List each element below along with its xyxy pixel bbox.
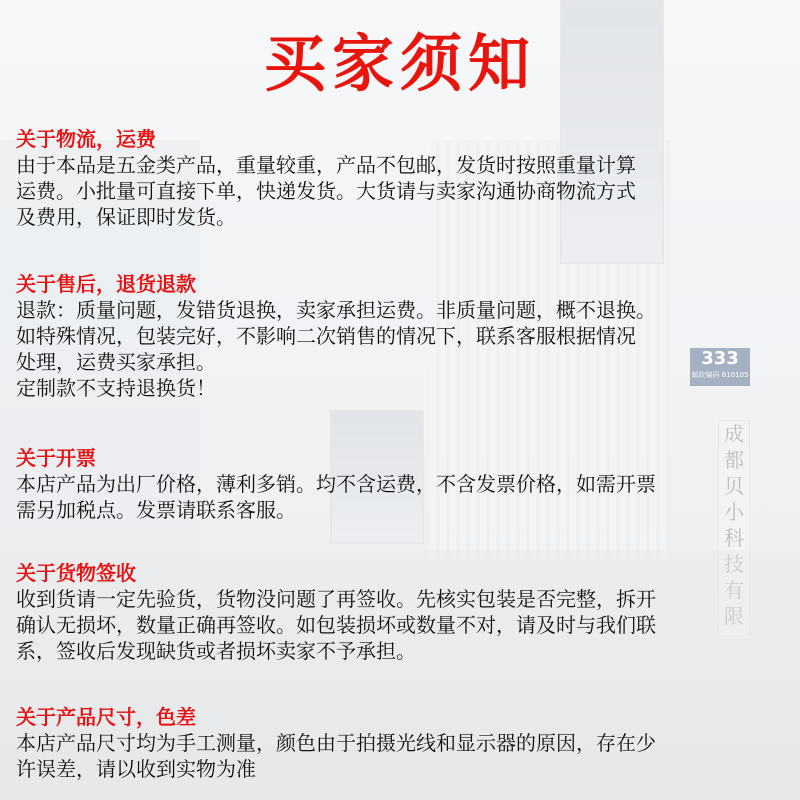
section-body: [16, 471, 786, 523]
vertical-sign-char: 贝: [724, 474, 744, 498]
section-line: 由于本品是五金类产品，重量较重，产品不包邮，发货时按照重量计算: [16, 153, 636, 177]
vertical-sign-char: 技: [724, 552, 744, 576]
section-line: 如特殊情况，包装完好，不影响二次销售的情况下，联系客服根据情况: [16, 324, 636, 348]
section-line: 本店产品为出厂价格，薄利多销。均不含运费，不含发票价格，如需开票: [16, 472, 656, 496]
section-size-color: [16, 704, 786, 782]
section-body: [16, 152, 786, 230]
vertical-sign-char: 成: [724, 422, 744, 446]
section-heading: 关于开票: [16, 446, 96, 470]
section-line: 系，签收后发现缺货或者损坏卖家不予承担。: [16, 639, 416, 663]
vertical-sign-char: 限: [724, 604, 744, 628]
section-body: [16, 297, 786, 401]
section-after-sales: [16, 271, 786, 401]
section-line: 运费。小批量可直接下单，快递发货。大货请与卖家沟通协商物流方式: [16, 179, 636, 203]
section-line: 需另加税点。发票请联系客服。: [16, 498, 296, 522]
section-heading: 关于货物签收: [16, 561, 136, 585]
section-body: [16, 730, 786, 782]
vertical-sign-char: 科: [724, 526, 744, 550]
section-line: 许误差，请以收到实物为准: [16, 757, 256, 781]
section-heading: 关于产品尺寸，色差: [16, 705, 196, 729]
address-sign-number: 333: [701, 348, 739, 369]
section-body: [16, 586, 786, 664]
section-line: 定制款不支持退换货！: [16, 376, 216, 400]
section-line: 收到货请一定先验货，货物没问题了再签收。先核实包装是否完整，拆开: [16, 587, 656, 611]
vertical-sign-char: 有: [724, 578, 744, 602]
vertical-sign-char: 小: [724, 500, 744, 524]
section-line: 处理，运费买家承担。: [16, 350, 216, 374]
vertical-sign-char: 都: [724, 448, 744, 472]
section-line: 及费用，保证即时发货。: [16, 205, 236, 229]
section-line: 退款：质量问题，发错货退换，卖家承担运费。非质量问题，概不退换。: [16, 298, 656, 322]
section-receipt: [16, 560, 786, 664]
section-invoice: [16, 445, 786, 523]
section-line: 本店产品尺寸均为手工测量，颜色由于拍摄光线和显示器的原因，存在少: [16, 731, 656, 755]
section-logistics: [16, 126, 786, 230]
section-line: 确认无损坏，数量正确再签收。如包装损坏或数量不对，请及时与我们联: [16, 613, 656, 637]
section-heading: 关于物流，运费: [16, 127, 156, 151]
address-sign-postcode: 邮政编码 610105: [691, 371, 749, 379]
page-title: 买家须知: [263, 27, 536, 100]
section-heading: 关于售后，退货退款: [16, 272, 196, 296]
